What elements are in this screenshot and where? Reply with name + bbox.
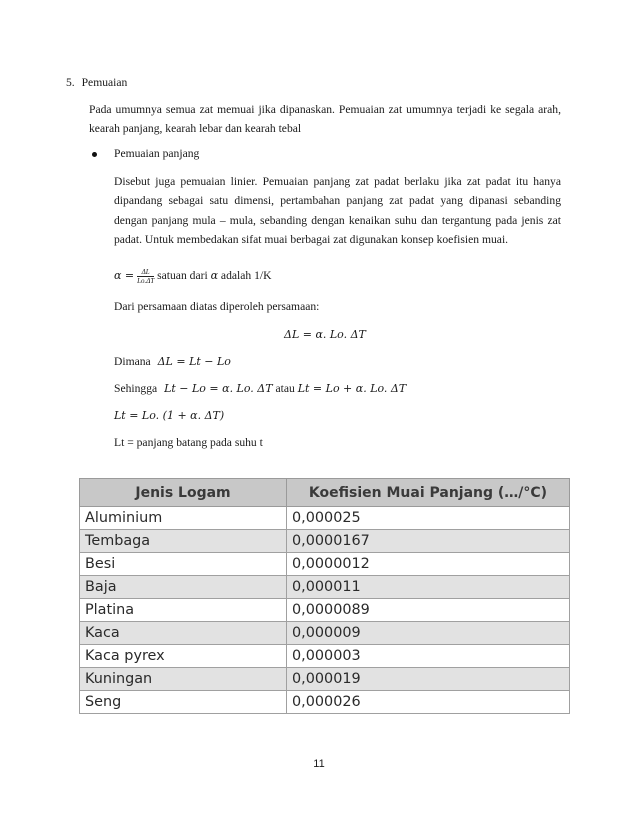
page-number: 11 bbox=[313, 758, 325, 770]
delta-formula: ΔL = α. Lo. ΔT bbox=[284, 328, 366, 341]
coefficient-table bbox=[79, 478, 570, 714]
sehingga-equation-2: Lt = Lo + α. Lo. ΔT bbox=[297, 382, 407, 395]
alpha-fraction bbox=[137, 268, 154, 285]
fraction-numerator: ΔL bbox=[137, 268, 154, 277]
derived-text: Dari persamaan diatas diperoleh persamaan: bbox=[114, 300, 320, 313]
dimana-line bbox=[114, 352, 231, 371]
metal-name: Aluminium bbox=[80, 507, 287, 530]
table-row bbox=[80, 507, 570, 530]
alpha-lhs: α = bbox=[114, 269, 135, 282]
table-row bbox=[80, 599, 570, 622]
section-heading bbox=[66, 73, 127, 92]
coefficient-value: 0,000025 bbox=[287, 507, 570, 530]
sehingga-line bbox=[114, 379, 406, 398]
metal-name: Kaca bbox=[80, 622, 287, 645]
table-row bbox=[80, 622, 570, 645]
lt-definition: Lt = panjang batang pada suhu t bbox=[114, 436, 263, 449]
table-row bbox=[80, 553, 570, 576]
metal-name: Besi bbox=[80, 553, 287, 576]
alpha-unit-text: satuan dari bbox=[157, 269, 208, 282]
section-number: 5. bbox=[66, 76, 75, 89]
header-koefisien: Koefisien Muai Panjang (…/°C) bbox=[287, 479, 570, 507]
sehingga-label: Sehingga bbox=[114, 382, 158, 395]
sehingga-equation-1: Lt − Lo = α. Lo. ΔT bbox=[164, 382, 273, 395]
header-jenis-logam: Jenis Logam bbox=[80, 479, 287, 507]
bullet-icon bbox=[92, 152, 97, 157]
coefficient-value: 0,000026 bbox=[287, 691, 570, 714]
metal-name: Tembaga bbox=[80, 530, 287, 553]
metal-name: Kaca pyrex bbox=[80, 645, 287, 668]
description-paragraph: Disebut juga pemuaian linier. Pemuaian panjang zat padat berlaku jika zat padat itu hanya dipandang sebagai satu dimensi, pertambahan panjang zat padat yang dipanasi sebanding dengan panjang mula – mula, sebanding dengan kenaikan suhu dan tergantung pada jenis zat padat. Untuk membedakan sifat muai berbagai zat digunakan konsep koefisien muai. bbox=[114, 175, 561, 247]
table-row bbox=[80, 576, 570, 599]
intro-paragraph: Pada umumnya semua zat memuai jika dipanaskan. Pemuaian zat umumnya terjadi ke segala arah, kearah panjang, kearah lebar dan kearah tebal bbox=[89, 103, 561, 136]
fraction-denominator: Lo.ΔT bbox=[137, 276, 155, 285]
table-row bbox=[80, 668, 570, 691]
table-row bbox=[80, 530, 570, 553]
alpha-symbol: α bbox=[210, 269, 219, 282]
coefficient-value: 0,000009 bbox=[287, 622, 570, 645]
alpha-unit-text-2: adalah 1/K bbox=[220, 269, 272, 282]
table-row bbox=[80, 645, 570, 668]
coefficient-value: 0,000011 bbox=[287, 576, 570, 599]
table-header-row bbox=[80, 479, 570, 507]
metal-name: Platina bbox=[80, 599, 287, 622]
lt-formula: Lt = Lo. (1 + α. ΔT) bbox=[114, 409, 225, 422]
coefficient-value: 0,000019 bbox=[287, 668, 570, 691]
metal-name: Baja bbox=[80, 576, 287, 599]
coefficient-value: 0,0000167 bbox=[287, 530, 570, 553]
section-title: Pemuaian bbox=[81, 76, 128, 89]
metal-name: Kuningan bbox=[80, 668, 287, 691]
coefficient-value: 0,0000089 bbox=[287, 599, 570, 622]
dimana-equation: ΔL = Lt − Lo bbox=[157, 355, 231, 368]
alpha-formula bbox=[114, 266, 271, 285]
metal-name: Seng bbox=[80, 691, 287, 714]
coefficient-value: 0,0000012 bbox=[287, 553, 570, 576]
bullet-label: Pemuaian panjang bbox=[114, 147, 200, 160]
table-row bbox=[80, 691, 570, 714]
atau-text: atau bbox=[275, 382, 295, 395]
dimana-label: Dimana bbox=[114, 355, 151, 368]
coefficient-value: 0,000003 bbox=[287, 645, 570, 668]
